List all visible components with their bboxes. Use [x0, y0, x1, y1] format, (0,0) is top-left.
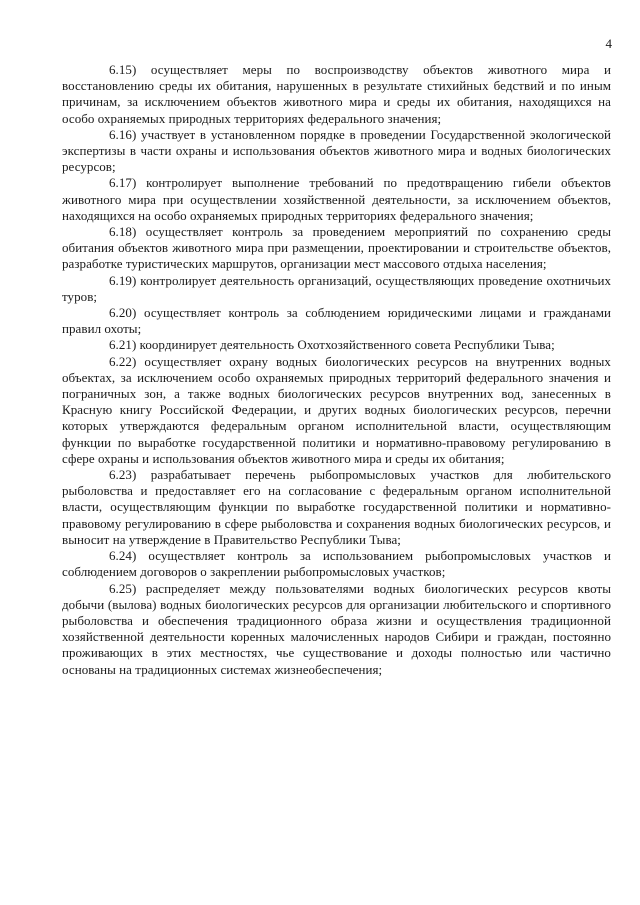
paragraph-6-17: 6.17) контролирует выполнение требований по предотвращению гибели объектов животного мира при осуществлении хозяйственной деятельности, за исключением объектов, находящихся на особо охраняемых природных территориях федерального значения; — [62, 175, 611, 223]
paragraph-6-20: 6.20) осуществляет контроль за соблюдением юридическими лицами и гражданами правил охоты; — [62, 305, 611, 337]
document-body — [62, 62, 611, 678]
paragraph-6-25: 6.25) распределяет между пользователями водных биологических ресурсов квоты добычи (вылова) водных биологических ресурсов для организации любительского и спортивного рыболовства и обеспечения традиционного образа жизни и осуществления традиционной хозяйственной деятельности коренных малочисленных народов Сибири и граждан, постоянно проживающих в этих местностях, чье существование и доходы полностью или частично основаны на традиционных системах жизнеобеспечения; — [62, 580, 611, 677]
paragraph-6-15: 6.15) осуществляет меры по воспроизводству объектов животного мира и восстановлению среды их обитания, нарушенных в результате стихийных бедствий и по иным причинам, за исключением объектов животного мира и среды их обитания, находящихся на особо охраняемых природных территориях федерального значения; — [62, 62, 611, 126]
paragraph-6-16: 6.16) участвует в установленном порядке в проведении Государственной экологической экспертизы в части охраны и использования объектов животного мира и водных биологических ресурсов; — [62, 126, 611, 175]
paragraph-6-19: 6.19) контролирует деятельность организаций, осуществляющих проведение охотничьих туров; — [62, 272, 611, 304]
paragraph-6-22: 6.22) осуществляет охрану водных биологических ресурсов на внутренних водных объектах, за исключением особо охраняемых природных территорий федерального значения и пограничных зон, а также водных биологических ресурсов внутренних вод, занесенных в Красную книгу Российской Федерации, и других водных биологических ресурсов, перечни которых утверждаются федеральным органом исполнительной власти, осуществляющим функции по выработке государственной политики и нормативно-правовому регулированию в сфере охраны и использования объектов животного мира и среды их обитания; — [62, 353, 611, 466]
page-number: 4 — [605, 36, 612, 51]
paragraph-6-24: 6.24) осуществляет контроль за использованием рыбопромысловых участков и соблюдением договоров о закреплении рыбопромысловых участков; — [62, 548, 611, 580]
paragraph-6-18: 6.18) осуществляет контроль за проведением мероприятий по сохранению среды обитания объектов животного мира при размещении, проектировании и строительстве объектов, разработке туристических маршрутов, организации мест массового отдыха населения; — [62, 224, 611, 272]
paragraph-6-23: 6.23) разрабатывает перечень рыбопромысловых участков для любительского рыболовства и предоставляет его на согласование с федеральным органом исполнительной власти, осуществляющим функции по выработке государственной политики и нормативно-правовому регулированию в сфере рыболовства и сохранения водных биологических ресурсов, и выносит на утверждение в Правительство Республики Тыва; — [62, 467, 611, 547]
paragraph-6-21: 6.21) координирует деятельность Охотхозяйственного совета Республики Тыва; — [109, 337, 555, 353]
